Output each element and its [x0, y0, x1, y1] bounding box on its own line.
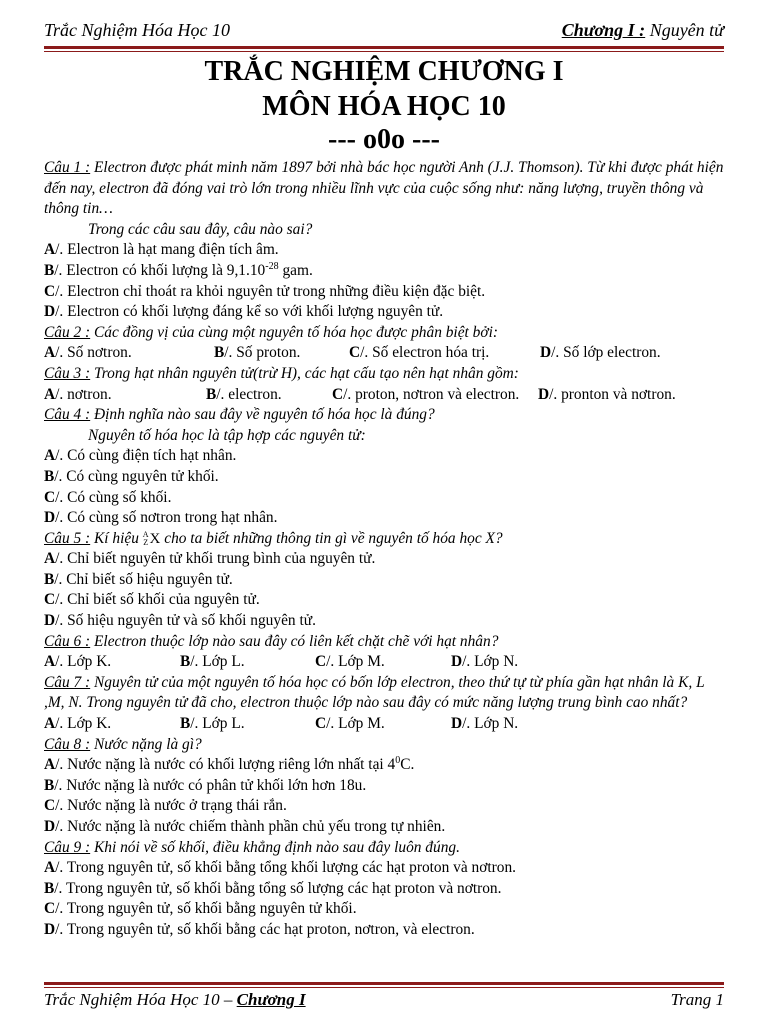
option-letter: C [315, 653, 327, 671]
header-chapter: Chương I : [561, 20, 646, 40]
option-text: Lớp L. [202, 715, 245, 733]
question-number: Câu 9 : [44, 838, 91, 856]
question-number: Câu 5 : [44, 529, 91, 547]
isotope-numbers [143, 531, 149, 547]
q3-option-b [206, 385, 332, 406]
option-sep: /. [326, 653, 339, 671]
option-text: Có cùng số khối. [67, 488, 172, 506]
q9-option-d [44, 920, 728, 941]
question-text: Trong hạt nhân nguyên tử(trừ H), các hạt cấu tạo nên hạt nhân gồm: [90, 364, 519, 382]
q4-option-d [44, 508, 728, 529]
header-rule-thin [44, 51, 724, 52]
question-number: Câu 1 : [44, 159, 91, 176]
option-letter: B [44, 570, 55, 588]
header-topic: Nguyên tử [645, 20, 724, 40]
page-number: Trang 1 [670, 990, 724, 1009]
q1-option-b [44, 261, 728, 282]
option-text-unit: gam. [278, 261, 313, 279]
option-letter: C [332, 385, 344, 403]
option-sep: /. [462, 653, 475, 671]
option-letter: D [44, 920, 56, 938]
option-sep: /. [55, 900, 67, 918]
option-sep: /. [55, 447, 68, 465]
option-text: Số nơtron. [67, 344, 132, 362]
q1-option-d [44, 302, 728, 323]
question-4-sub: Nguyên tố hóa học là tập hợp các nguyên tử: [88, 426, 366, 444]
q5-option-c [44, 590, 728, 611]
option-sep: /. [55, 591, 68, 609]
option-text: Nước nặng là nước có khối lượng riêng lớn nhất tại 4 [67, 756, 396, 774]
question-1-sub: Trong các câu sau đây, câu nào sai? [88, 220, 313, 238]
option-text: Lớp M. [338, 653, 385, 671]
option-sep: /. [216, 385, 229, 403]
option-sep: /. [55, 303, 68, 321]
footer-rule-thin [44, 987, 724, 988]
option-letter: D [451, 715, 463, 733]
header-rule [44, 46, 724, 49]
question-1 [44, 158, 728, 220]
q4-option-c [44, 488, 728, 509]
q9-option-c [44, 899, 728, 920]
option-letter: A [44, 385, 56, 403]
option-letter: B [44, 467, 55, 485]
question-text: Nước nặng là gì? [90, 735, 202, 753]
option-text: nơtron. [67, 385, 112, 403]
option-sep: /. [190, 653, 203, 671]
q5-option-d [44, 611, 728, 632]
option-text: Trong nguyên tử, số khối bằng nguyên tử khối. [66, 900, 357, 918]
q8-option-d [44, 817, 728, 838]
option-sep: /. [55, 282, 68, 300]
option-letter: A [44, 756, 56, 774]
option-sep: /. [326, 715, 339, 733]
option-letter: B [44, 776, 55, 794]
option-text: Electron chỉ thoát ra khỏi nguyên tử trong những điều kiện đặc biệt. [67, 282, 486, 300]
option-text: Lớp L. [202, 653, 245, 671]
q9-option-a [44, 858, 728, 879]
q1-option-a [44, 240, 728, 261]
option-letter: D [44, 818, 56, 835]
option-text-unit: C. [400, 756, 415, 774]
header-right [562, 20, 724, 41]
option-text: Lớp M. [338, 715, 385, 733]
q4-option-a [44, 446, 728, 467]
question-text: Các đồng vị của cùng một nguyên tố hóa học được phân biệt bởi: [90, 323, 498, 341]
atomic-number: Z [143, 538, 149, 548]
q6-options [44, 652, 728, 673]
q5-option-a [44, 549, 728, 570]
option-text: Chỉ biết số khối của nguyên tử. [67, 591, 260, 609]
title-line-1: TRẮC NGHIỆM CHƯƠNG I [204, 56, 564, 87]
option-letter: D [44, 612, 56, 630]
option-letter: B [44, 261, 55, 279]
option-sep: /. [55, 715, 68, 733]
q2-option-a [44, 343, 214, 364]
question-number: Câu 2 : [44, 323, 91, 341]
option-letter: D [540, 344, 552, 362]
question-6 [44, 632, 728, 653]
option-sep: /. [549, 385, 562, 403]
option-letter: B [44, 879, 55, 897]
question-text: Khi nói về số khối, điều khẳng định nào sau đây luôn đúng. [90, 838, 460, 856]
option-text: Có cùng điện tích hạt nhân. [67, 447, 237, 465]
title-line-2: MÔN HÓA HỌC 10 [262, 91, 506, 122]
option-sep: /. [55, 859, 67, 877]
option-sep: /. [54, 570, 67, 588]
option-text: pronton và nơtron. [561, 385, 676, 403]
option-letter: C [315, 715, 327, 733]
option-sep: /. [343, 385, 356, 403]
option-letter: D [44, 509, 56, 527]
option-text: Lớp K. [67, 715, 112, 733]
page-header [44, 18, 724, 46]
option-text: Có cùng nguyên tử khối. [66, 467, 219, 485]
option-sep: /. [190, 715, 203, 733]
header-left: Trắc Nghiệm Hóa Học 10 [44, 20, 230, 40]
option-text: Số hiệu nguyên tử và số khối nguyên tử. [67, 612, 316, 630]
q3-option-c [332, 385, 538, 406]
mass-number: A [142, 530, 149, 540]
question-text: Electron được phát minh năm 1897 bởi nhà bác học người Anh (J.J. Thomson). Từ khi được phát hiện đến nay, electron đã đóng vai trò lớn trong nhiều lĩnh vực của cuộc sống như: năng lượng, truyền thông và thông tin… [44, 159, 724, 218]
footer-chapter: Chương I [236, 990, 306, 1009]
option-sep: /. [551, 344, 564, 362]
option-text: Số proton. [236, 344, 301, 362]
footer-subject: Trắc Nghiệm Hóa Học 10 – [44, 990, 237, 1009]
option-sep: /. [55, 818, 68, 835]
option-letter: C [44, 488, 56, 506]
option-text: Nước nặng là nước có phân tử khối lớn hơn 18u. [66, 776, 367, 794]
option-text: Số electron hóa trị. [372, 344, 490, 362]
isotope-symbol [143, 531, 161, 547]
option-sep: /. [55, 488, 68, 506]
option-text: electron. [228, 385, 282, 403]
option-sep: /. [462, 715, 475, 733]
option-text: proton, nơtron và electron. [355, 385, 520, 403]
option-sep: /. [54, 879, 66, 897]
q2-option-c [349, 343, 540, 364]
option-sep: /. [55, 241, 68, 259]
q3-option-d [538, 385, 676, 406]
question-number: Câu 7 : [44, 673, 91, 691]
option-text: Chỉ biết nguyên tử khối trung bình của nguyên tử. [67, 550, 376, 568]
option-letter: D [538, 385, 550, 403]
question-text: Nguyên tử của một nguyên tố hóa học có bốn lớp electron, theo thứ tự từ phía gần hạt nhân là K, L ,M, N. Trong nguyên tử đã cho, electron thuộc lớp nào sau đây có mức năng lượng trung bình cao nhất? [44, 673, 705, 712]
option-sep: /. [55, 550, 68, 568]
q1-option-c [44, 282, 728, 303]
title-line-3: --- o0o --- [328, 124, 440, 155]
option-text: Electron có khối lượng là 9,1.10 [66, 261, 266, 279]
q8-option-b [44, 776, 728, 797]
option-sep: /. [55, 385, 68, 403]
q6-option-d [451, 652, 518, 673]
q6-option-a [44, 652, 180, 673]
option-sep: /. [55, 653, 68, 671]
option-letter: A [44, 653, 56, 671]
q2-option-b [214, 343, 349, 364]
option-letter: B [180, 653, 191, 671]
question-text: Kí hiệu [90, 529, 143, 547]
option-text: Có cùng số nơtron trong hạt nhân. [67, 509, 278, 527]
q4-option-b [44, 467, 728, 488]
option-sep: /. [224, 344, 237, 362]
option-text: Electron có khối lượng đáng kể so với khối lượng nguyên tử. [67, 303, 444, 321]
element-symbol: X [149, 530, 161, 547]
option-letter: B [206, 385, 217, 403]
question-number: Câu 6 : [44, 632, 91, 650]
option-letter: C [44, 797, 56, 815]
option-letter: B [214, 344, 225, 362]
option-letter: C [44, 900, 56, 918]
option-text: Lớp K. [67, 653, 112, 671]
option-letter: A [44, 447, 56, 465]
degree-superscript: 0 [395, 755, 401, 767]
q6-option-c [315, 652, 451, 673]
option-text: Trong nguyên tử, số khối bằng tổng khối lượng các hạt proton và nơtron. [66, 859, 517, 877]
question-number: Câu 8 : [44, 735, 91, 753]
q7-option-b [180, 714, 315, 735]
q9-option-b [44, 879, 728, 900]
option-letter: D [44, 303, 56, 321]
q7-option-c [315, 714, 451, 735]
question-3 [44, 364, 728, 385]
q2-options [44, 343, 728, 364]
q8-option-c [44, 796, 728, 817]
exponent: -28 [265, 260, 279, 272]
q2-option-d [540, 343, 661, 364]
footer-rule [44, 982, 724, 985]
q7-option-d [451, 714, 518, 735]
option-letter: C [44, 591, 56, 609]
q7-option-a [44, 714, 180, 735]
option-letter: B [180, 715, 191, 733]
option-sep: /. [55, 920, 67, 938]
q8-option-a [44, 755, 728, 776]
option-letter: A [44, 859, 56, 877]
option-text: Số lớp electron. [563, 344, 661, 362]
option-letter: A [44, 715, 56, 733]
option-text: Trong nguyên tử, số khối bằng tổng số lượng các hạt proton và nơtron. [65, 879, 502, 897]
option-sep: /. [55, 344, 68, 362]
question-text: Electron thuộc lớp nào sau đây có liên kết chặt chẽ với hạt nhân? [90, 632, 499, 650]
question-4 [44, 405, 728, 426]
option-text: Trong nguyên tử, số khối bằng các hạt proton, nơtron, và electron. [66, 920, 475, 938]
option-text: Chỉ biết số hiệu nguyên tử. [66, 570, 233, 588]
option-letter: C [349, 344, 361, 362]
option-sep: /. [55, 509, 68, 527]
question-text: Định nghĩa nào sau đây về nguyên tố hóa học là đúng? [90, 406, 435, 424]
option-sep: /. [55, 612, 68, 630]
option-text: Lớp N. [474, 715, 519, 733]
option-text: Electron là hạt mang điện tích âm. [67, 241, 279, 259]
option-sep: /. [54, 467, 67, 485]
option-letter: A [44, 550, 56, 568]
question-9 [44, 838, 728, 859]
option-letter: D [451, 653, 463, 671]
question-number: Câu 4 : [44, 406, 91, 424]
question-5 [44, 529, 728, 550]
question-7 [44, 673, 728, 714]
option-letter: C [44, 282, 56, 300]
q6-option-b [180, 652, 315, 673]
q5-option-b [44, 570, 728, 591]
question-8 [44, 735, 728, 756]
footer-left [44, 990, 306, 1010]
option-text: Lớp N. [474, 653, 519, 671]
option-sep: /. [55, 756, 68, 774]
question-list [44, 158, 728, 941]
option-text: Nước nặng là nước chiếm thành phần chủ yếu trong tự nhiên. [67, 818, 446, 835]
question-text-rest: cho ta biết những thông tin gì về nguyên tố hóa học X? [160, 529, 503, 547]
option-sep: /. [55, 797, 68, 815]
question-number: Câu 3 : [44, 364, 91, 382]
option-sep: /. [360, 344, 373, 362]
option-letter: A [44, 241, 56, 259]
q7-options [44, 714, 728, 735]
option-sep: /. [54, 261, 67, 279]
option-sep: /. [54, 776, 67, 794]
q3-option-a [44, 385, 206, 406]
question-2 [44, 323, 728, 344]
option-text: Nước nặng là nước ở trạng thái rắn. [67, 797, 287, 815]
option-letter: A [44, 344, 56, 362]
q3-options [44, 385, 728, 406]
